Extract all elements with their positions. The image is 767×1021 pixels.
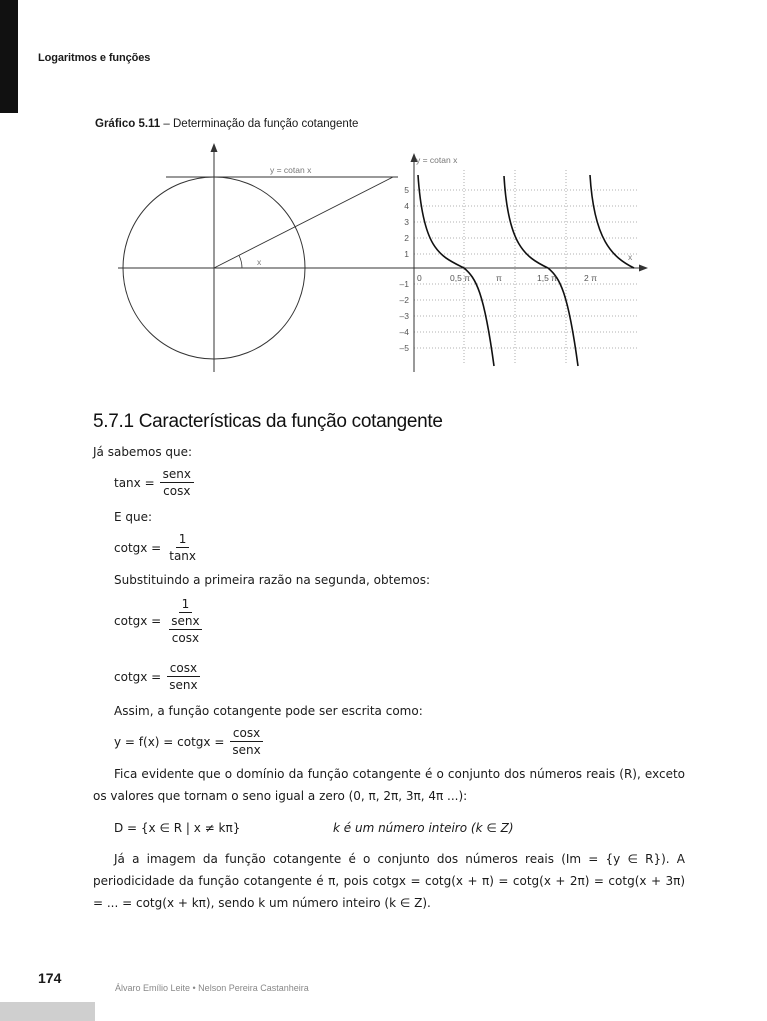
denominator-fraction <box>166 613 204 646</box>
y-tick: –2 <box>399 295 409 305</box>
cotangent-branch-2 <box>504 176 578 366</box>
y-tick: 3 <box>404 217 409 227</box>
fraction <box>229 725 263 758</box>
x-tick: 2 π <box>584 273 597 283</box>
y-tick: 4 <box>404 201 409 211</box>
equation-cotg-1 <box>114 531 199 564</box>
figure-label: Gráfico 5.11 <box>95 118 161 130</box>
figure-title: – Determinação da função cotangente <box>160 118 359 130</box>
footer-authors: Álvaro Emílio Leite • Nelson Pereira Castanheira <box>115 983 309 993</box>
x-tick: π <box>496 273 502 283</box>
numerator: 1 <box>176 531 190 548</box>
fraction <box>166 531 199 564</box>
graph-function-label: y = cotan x <box>416 155 458 165</box>
image-paragraph: Já a imagem da função cotangente é o conjunto dos números reais (Im = {y ∈ R}). A periodicidade da função cotangente é π, pois cotgx = cotg(x + π) = cotg(x + 2π) = cotg(x + 3π) = ... = cotg(x + kπ), sendo k um número inteiro (k ∈ Z). <box>93 852 685 910</box>
numerator: cosx <box>167 660 200 677</box>
equation-function <box>114 725 264 758</box>
compound-fraction <box>166 596 204 646</box>
y-tick-labels <box>400 185 410 353</box>
domain-note: k é um número inteiro (k ∈ Z) <box>333 821 514 835</box>
y-tick: 1 <box>404 249 409 259</box>
cotangent-figure <box>95 138 655 378</box>
fraction <box>166 660 200 693</box>
y-tick: –3 <box>399 311 409 321</box>
equation-lhs: y = f(x) = cotgx = <box>114 734 225 749</box>
running-head: Logaritmos e funções <box>38 52 151 64</box>
x-tick-labels <box>417 273 597 283</box>
inner-denominator: cosx <box>171 631 200 645</box>
equation-lhs: cotgx = <box>114 669 162 684</box>
e-que-text: E que: <box>114 510 153 524</box>
y-tick: –4 <box>399 327 409 337</box>
equation-tan <box>114 466 194 499</box>
figure-caption <box>95 118 358 130</box>
graph-x-label: x <box>628 252 633 262</box>
substitution-text: Substituindo a primeira razão na segunda, obtemos: <box>114 573 431 587</box>
numerator: cosx <box>230 725 263 742</box>
fraction <box>160 466 194 499</box>
equation-lhs: cotgx = <box>114 614 162 628</box>
domain-paragraph: Fica evidente que o domínio da função cotangente é o conjunto dos números reais (R), exceto os valores que tornam o seno igual a zero (0, π, 2π, 3π, 4π ...): <box>93 767 685 803</box>
denominator: senx <box>169 678 198 692</box>
equation-cotg-3 <box>114 660 201 693</box>
bottom-bar <box>0 1002 95 1021</box>
intro-text: Já sabemos que: <box>93 445 193 459</box>
circle-line-label: y = cotan x <box>270 165 312 175</box>
graph-x-arrow <box>639 265 648 272</box>
numerator: 1 <box>179 596 193 613</box>
section-title: 5.7.1 Características da função cotangente <box>93 411 443 432</box>
assim-text: Assim, a função cotangente pode ser escrita como: <box>114 704 423 718</box>
y-tick: 5 <box>404 185 409 195</box>
y-tick: –1 <box>399 279 409 289</box>
page-number: 174 <box>38 970 62 986</box>
x-tick: 0,5 π <box>450 273 471 283</box>
x-tick: 1,5 π <box>537 273 558 283</box>
equation-cotg-2 <box>114 596 205 646</box>
circle-y-arrow <box>211 143 218 152</box>
y-tick: –5 <box>399 343 409 353</box>
cotangent-graph <box>400 153 648 372</box>
equation-lhs: cotgx = <box>114 540 162 555</box>
x-tick: 0 <box>417 273 422 283</box>
denominator: tanx <box>169 549 196 563</box>
chapter-tab <box>0 0 18 113</box>
angle-label: x <box>257 257 262 267</box>
angle-arc <box>239 256 242 269</box>
equation-lhs: tanx = <box>114 475 155 490</box>
numerator: senx <box>160 466 194 483</box>
inner-numerator: senx <box>171 614 200 628</box>
denominator: cosx <box>163 484 191 498</box>
domain-set: D = {x ∈ R | x ≠ kπ} <box>114 821 241 835</box>
denominator: senx <box>232 743 261 757</box>
y-tick: 2 <box>404 233 409 243</box>
cotangent-branch-1 <box>418 175 494 366</box>
